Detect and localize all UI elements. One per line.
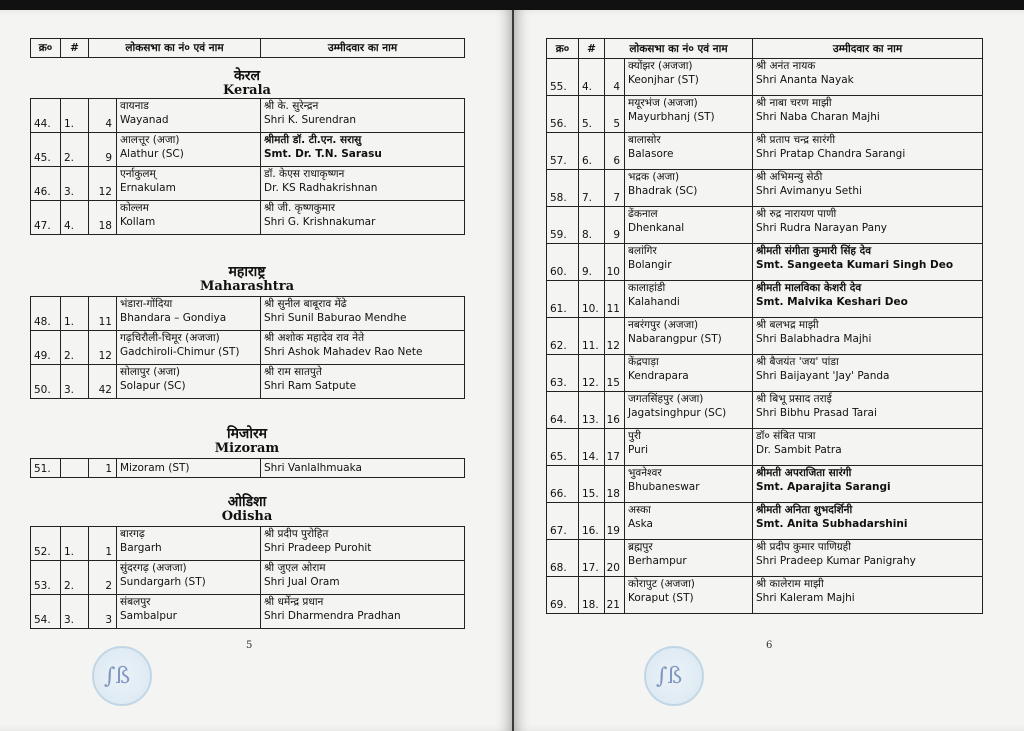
serial-cell: 63. <box>547 355 579 392</box>
constituency-name-hi: क्योंझर (अजजा) <box>628 60 693 72</box>
constituency-name-en: Bargarh <box>120 542 162 554</box>
serial-cell: 48. <box>31 297 61 331</box>
constituency-name-en: Aska <box>628 518 653 530</box>
constituency-name-hi: ढेंकनाल <box>628 208 658 220</box>
state-table <box>30 98 465 235</box>
candidate-name-hi: श्री अनंत नायक <box>756 60 816 72</box>
candidate-name-en: Dr. KS Radhakrishnan <box>264 182 378 194</box>
official-stamp <box>92 646 152 706</box>
serial-cell: 66. <box>547 466 579 503</box>
state-num-cell: 5. <box>579 96 605 133</box>
constituency-number: 6 <box>605 133 625 169</box>
constituency-name-hi: पुरी <box>628 430 641 442</box>
constituency-number: 9 <box>605 207 625 243</box>
constituency-cell <box>89 133 261 167</box>
table-row <box>547 281 983 318</box>
table-row <box>547 540 983 577</box>
constituency-number: 12 <box>89 167 117 200</box>
left-header-table <box>30 38 465 58</box>
candidate-cell <box>753 133 983 170</box>
constituency-name-hi: अस्का <box>628 504 651 516</box>
state-num-cell: 3. <box>61 167 89 201</box>
constituency-cell <box>605 170 753 207</box>
state-num-cell: 9. <box>579 244 605 281</box>
constituency-number: 5 <box>605 96 625 132</box>
state-num-cell: 2. <box>61 561 89 595</box>
page-left <box>0 10 512 731</box>
constituency-cell <box>605 59 753 96</box>
constituency-name-en: Kalahandi <box>628 296 680 308</box>
candidate-name-en: Smt. Malvika Keshari Deo <box>756 296 908 308</box>
candidate-cell <box>261 527 465 561</box>
constituency-name-en: Bhandara – Gondiya <box>120 312 227 324</box>
table-row <box>547 244 983 281</box>
candidate-cell <box>753 207 983 244</box>
top-scan-border <box>0 0 1024 10</box>
candidate-cell <box>261 331 465 365</box>
state-num-cell: 4. <box>579 59 605 96</box>
constituency-number: 1 <box>89 459 117 477</box>
serial-cell: 62. <box>547 318 579 355</box>
state-title-en: Kerala <box>223 83 271 98</box>
constituency-number: 7 <box>605 170 625 206</box>
candidate-cell <box>753 540 983 577</box>
constituency-cell <box>89 297 261 331</box>
constituency-name-en: Jagatsinghpur (SC) <box>628 407 727 419</box>
table-row <box>547 392 983 429</box>
table-row <box>31 365 465 399</box>
constituency-name-hi: कोरापुट (अजजा) <box>628 578 695 590</box>
constituency-number: 10 <box>605 244 625 280</box>
candidate-name-hi: डॉ. केएस राधाकृष्णन <box>264 168 345 180</box>
constituency-name-en: Solapur (SC) <box>120 380 186 392</box>
serial-cell: 68. <box>547 540 579 577</box>
constituency-number: 12 <box>89 331 117 364</box>
candidate-name-en: Shri Pradeep Purohit <box>264 542 372 554</box>
candidate-name-en: Smt. Aparajita Sarangi <box>756 481 891 493</box>
serial-cell: 67. <box>547 503 579 540</box>
constituency-number: 17 <box>605 429 625 465</box>
candidate-name-hi: श्री प्रदीप पुरोहित <box>264 528 329 540</box>
table-row <box>31 201 465 235</box>
constituency-cell <box>605 355 753 392</box>
table-row <box>547 207 983 244</box>
constituency-name-en: Gadchiroli-Chimur (ST) <box>120 346 240 358</box>
state-num-cell: 18. <box>579 577 605 614</box>
state-num-cell: 11. <box>579 318 605 355</box>
constituency-number: 20 <box>605 540 625 576</box>
candidate-name-en: Shri Avimanyu Sethi <box>756 185 862 197</box>
page-number-left: 5 <box>246 640 253 651</box>
header-serial: क्र० <box>31 39 61 58</box>
constituency-number: 16 <box>605 392 625 428</box>
state-title-hi: महाराष्ट्र <box>228 264 266 280</box>
candidate-name-hi: श्री बलभद्र माझी <box>756 319 819 331</box>
constituency-name-hi: ब्रह्मपुर <box>628 541 653 553</box>
table-row <box>31 527 465 561</box>
candidate-cell <box>261 365 465 399</box>
candidate-cell <box>753 392 983 429</box>
constituency-name-en: Koraput (ST) <box>628 592 694 604</box>
header-candidate: उम्मीदवार का नाम <box>753 39 983 59</box>
candidate-name-hi: श्री बैजयंत 'जय' पांडा <box>756 356 839 368</box>
constituency-cell <box>89 331 261 365</box>
constituency-name-hi: बलांगिर <box>628 245 657 257</box>
constituency-name-hi: नबरंगपुर (अजजा) <box>628 319 699 331</box>
constituency-name-en: Dhenkanal <box>628 222 685 234</box>
candidate-name-hi: श्री जुएल ओराम <box>264 562 326 574</box>
candidate-name-en: Shri Pratap Chandra Sarangi <box>756 148 906 160</box>
candidate-name-hi: श्री रुद्र नारायण पाणी <box>756 208 837 220</box>
candidate-name-hi: श्री अशोक महादेव राव नेते <box>264 332 365 344</box>
state-num-cell: 6. <box>579 133 605 170</box>
constituency-number: 11 <box>605 281 625 317</box>
candidate-name-en: Shri Ananta Nayak <box>756 74 854 86</box>
official-stamp <box>644 646 704 706</box>
constituency-name-en: Bolangir <box>628 259 672 271</box>
candidate-name-hi: श्री प्रदीप कुमार पाणिग्रही <box>756 541 851 553</box>
candidate-name-en: Shri Rudra Narayan Pany <box>756 222 887 234</box>
constituency-name-en: Mayurbhanj (ST) <box>628 111 715 123</box>
candidate-cell <box>753 96 983 133</box>
candidate-name-hi: श्री के. सुरेन्द्रन <box>264 100 319 112</box>
table-row <box>547 318 983 355</box>
state-title-en: Maharashtra <box>199 279 294 294</box>
serial-cell: 58. <box>547 170 579 207</box>
constituency-name-hi: संबलपुर <box>120 596 151 608</box>
candidate-cell <box>261 99 465 133</box>
state-num-cell: 1. <box>61 527 89 561</box>
state-table <box>30 458 465 478</box>
candidate-name-en: Shri Kaleram Majhi <box>756 592 855 604</box>
table-row <box>547 429 983 466</box>
state-num-cell: 17. <box>579 540 605 577</box>
constituency-name-en: Wayanad <box>120 114 169 126</box>
candidate-name-en: Shri Jual Oram <box>264 576 340 588</box>
candidate-name-hi: श्री धर्मेन्द्र प्रधान <box>264 596 324 608</box>
constituency-name-en: Alathur (SC) <box>120 148 184 160</box>
constituency-cell <box>89 167 261 201</box>
constituency-cell <box>89 201 261 235</box>
constituency-name-hi: बालासोर <box>628 134 661 146</box>
header-row <box>547 39 983 59</box>
state-num-cell: 13. <box>579 392 605 429</box>
candidate-name-en: Shri K. Surendran <box>264 114 357 126</box>
constituency-name-hi: बारगढ़ <box>120 528 145 540</box>
constituency-cell <box>89 595 261 629</box>
serial-cell: 52. <box>31 527 61 561</box>
constituency-number: 21 <box>605 577 625 613</box>
constituency-name-hi: भुवनेश्वर <box>628 467 662 479</box>
candidate-cell <box>261 459 465 478</box>
constituency-cell <box>605 133 753 170</box>
state-num-cell: 2. <box>61 331 89 365</box>
constituency-number: 18 <box>89 201 117 234</box>
table-row <box>31 331 465 365</box>
constituency-name-en: Bhubaneswar <box>628 481 700 493</box>
candidate-name-en: Shri Naba Charan Majhi <box>756 111 880 123</box>
table-row <box>547 133 983 170</box>
serial-cell: 60. <box>547 244 579 281</box>
right-table <box>546 38 983 614</box>
constituency-name-en: Mizoram (ST) <box>120 462 190 474</box>
constituency-cell <box>605 318 753 355</box>
state-num-cell: 4. <box>61 201 89 235</box>
constituency-name-hi: सोलापुर (अजा) <box>120 366 180 378</box>
candidate-cell <box>753 503 983 540</box>
signature: ∫ß <box>656 664 683 689</box>
candidate-name-en: Shri Pradeep Kumar Panigrahy <box>756 555 916 567</box>
header-num: # <box>61 39 89 58</box>
table-row <box>31 561 465 595</box>
candidate-name-en: Shri Sunil Baburao Mendhe <box>264 312 407 324</box>
header-serial: क्र० <box>547 39 579 59</box>
constituency-name-en: Balasore <box>628 148 674 160</box>
candidate-name-en: Shri G. Krishnakumar <box>264 216 376 228</box>
constituency-cell <box>605 96 753 133</box>
candidate-name-en: Smt. Dr. T.N. Sarasu <box>264 148 382 160</box>
candidate-cell <box>753 59 983 96</box>
header-num: # <box>579 39 605 59</box>
constituency-name-en: Kendrapara <box>628 370 689 382</box>
candidate-name-hi: श्री जी. कृष्णकुमार <box>264 202 336 214</box>
constituency-name-hi: गढ़चिरौली-चिमूर (अजजा) <box>120 332 220 344</box>
candidate-cell <box>261 167 465 201</box>
table-row <box>547 503 983 540</box>
constituency-cell <box>605 466 753 503</box>
candidate-name-hi: श्रीमती अनिता शुभदर्शिनी <box>756 504 853 516</box>
serial-cell: 45. <box>31 133 61 167</box>
table-row <box>547 355 983 392</box>
candidate-cell <box>261 561 465 595</box>
state-num-cell: 10. <box>579 281 605 318</box>
constituency-name-en: Puri <box>628 444 649 456</box>
candidate-name-en: Shri Dharmendra Pradhan <box>264 610 401 622</box>
state-num-cell: 12. <box>579 355 605 392</box>
constituency-name-hi: सुंदरगढ़ (अजजा) <box>120 562 187 574</box>
candidate-name-en: Shri Bibhu Prasad Tarai <box>756 407 877 419</box>
serial-cell: 64. <box>547 392 579 429</box>
constituency-number: 42 <box>89 365 117 398</box>
candidate-name-hi: श्री सुनील बाबूराव मेंढे <box>264 298 347 310</box>
state-num-cell <box>61 459 89 478</box>
constituency-cell <box>605 281 753 318</box>
candidate-name-hi: श्रीमती डॉ. टी.एन. सरासु <box>264 134 362 146</box>
table-row <box>31 133 465 167</box>
header-candidate: उम्मीदवार का नाम <box>261 39 465 58</box>
candidate-name-hi: श्री नाबा चरण माझी <box>756 97 832 109</box>
state-table <box>30 526 465 629</box>
serial-cell: 69. <box>547 577 579 614</box>
constituency-name-hi: भंडारा-गोंदिया <box>120 298 173 310</box>
constituency-cell <box>605 429 753 466</box>
constituency-name-en: Nabarangpur (ST) <box>628 333 722 345</box>
constituency-name-hi: कोल्लम <box>120 202 149 214</box>
serial-cell: 49. <box>31 331 61 365</box>
constituency-name-en: Berhampur <box>628 555 687 567</box>
state-num-cell: 14. <box>579 429 605 466</box>
candidate-cell <box>261 201 465 235</box>
constituency-cell <box>89 561 261 595</box>
constituency-cell <box>89 365 261 399</box>
serial-cell: 55. <box>547 59 579 96</box>
table-row <box>547 59 983 96</box>
candidate-name-en: Smt. Anita Subhadarshini <box>756 518 908 530</box>
constituency-number: 4 <box>89 99 117 132</box>
candidate-name-hi: श्री अभिमन्यु सेठी <box>756 171 823 183</box>
state-title-en: Odisha <box>221 509 273 524</box>
serial-cell: 47. <box>31 201 61 235</box>
page-right <box>514 10 1024 731</box>
constituency-name-hi: एर्नाकुलम् <box>120 168 156 180</box>
candidate-name-en: Shri Ashok Mahadev Rao Nete <box>264 346 423 358</box>
candidate-name-hi: श्री राम सातपुते <box>264 366 322 378</box>
constituency-name-en: Sundargarh (ST) <box>120 576 206 588</box>
constituency-number: 15 <box>605 355 625 391</box>
state-title-hi: मिजोरम <box>226 426 268 442</box>
candidate-cell <box>753 244 983 281</box>
header-constituency: लोकसभा का नं० एवं नाम <box>89 39 261 58</box>
candidate-name-hi: श्रीमती संगीता कुमारी सिंह देव <box>756 245 872 257</box>
candidate-cell <box>753 170 983 207</box>
serial-cell: 44. <box>31 99 61 133</box>
state-num-cell: 1. <box>61 99 89 133</box>
signature: ∫ß <box>104 664 131 689</box>
constituency-cell <box>605 540 753 577</box>
candidate-cell <box>753 281 983 318</box>
candidate-name-en: Shri Balabhadra Majhi <box>756 333 872 345</box>
candidate-cell <box>753 466 983 503</box>
state-num-cell: 15. <box>579 466 605 503</box>
state-title-hi: केरल <box>234 68 260 84</box>
candidate-name-hi: डॉ० संबित पात्रा <box>756 430 816 442</box>
constituency-cell <box>89 459 261 478</box>
candidate-name-en: Smt. Sangeeta Kumari Singh Deo <box>756 259 954 271</box>
constituency-name-hi: मयूरभंज (अजजा) <box>628 97 698 109</box>
candidate-cell <box>753 355 983 392</box>
table-row <box>31 167 465 201</box>
candidate-cell <box>261 133 465 167</box>
constituency-name-hi: जगतसिंहपुर (अजा) <box>628 393 704 405</box>
page-number-right: 6 <box>766 640 773 651</box>
candidate-name-en: Shri Baijayant 'Jay' Panda <box>756 370 890 382</box>
serial-cell: 46. <box>31 167 61 201</box>
state-table <box>30 296 465 399</box>
state-title-hi: ओडिशा <box>227 494 267 510</box>
candidate-cell <box>261 595 465 629</box>
constituency-number: 12 <box>605 318 625 354</box>
constituency-cell <box>605 244 753 281</box>
table-row <box>31 595 465 629</box>
constituency-cell <box>605 392 753 429</box>
serial-cell: 54. <box>31 595 61 629</box>
state-num-cell: 7. <box>579 170 605 207</box>
candidate-name-hi: श्री प्रताप चन्द्र सारंगी <box>756 134 836 146</box>
candidate-name-en: Dr. Sambit Patra <box>756 444 842 456</box>
table-row <box>31 99 465 133</box>
constituency-cell <box>605 577 753 614</box>
table-row <box>547 466 983 503</box>
serial-cell: 57. <box>547 133 579 170</box>
candidate-name-hi: श्रीमती अपराजिता सारंगी <box>756 467 852 479</box>
constituency-cell <box>605 503 753 540</box>
serial-cell: 50. <box>31 365 61 399</box>
state-num-cell: 2. <box>61 133 89 167</box>
serial-cell: 53. <box>31 561 61 595</box>
serial-cell: 56. <box>547 96 579 133</box>
constituency-number: 18 <box>605 466 625 502</box>
constituency-name-en: Bhadrak (SC) <box>628 185 698 197</box>
candidate-cell <box>753 318 983 355</box>
candidate-cell <box>753 429 983 466</box>
constituency-number: 1 <box>89 527 117 560</box>
serial-cell: 59. <box>547 207 579 244</box>
candidate-name-en: Shri Vanlalhmuaka <box>264 462 362 474</box>
constituency-name-hi: वायनाड <box>120 100 149 112</box>
candidate-name-hi: श्री बिभू प्रसाद तराई <box>756 393 832 405</box>
state-num-cell: 8. <box>579 207 605 244</box>
constituency-cell <box>89 527 261 561</box>
constituency-name-hi: आलत्तूर (अजा) <box>120 134 180 146</box>
state-num-cell: 3. <box>61 595 89 629</box>
constituency-name-hi: भद्रक (अजा) <box>628 171 680 183</box>
candidate-name-hi: श्रीमती मालविका केशरी देव <box>756 282 862 294</box>
table-row <box>547 96 983 133</box>
candidate-cell <box>261 297 465 331</box>
constituency-number: 3 <box>89 595 117 628</box>
header-row <box>31 39 465 58</box>
constituency-number: 11 <box>89 297 117 330</box>
constituency-number: 9 <box>89 133 117 166</box>
candidate-cell <box>753 577 983 614</box>
state-num-cell: 1. <box>61 297 89 331</box>
serial-cell: 61. <box>547 281 579 318</box>
constituency-name-en: Sambalpur <box>120 610 177 622</box>
state-num-cell: 3. <box>61 365 89 399</box>
constituency-name-hi: केंद्रपाड़ा <box>628 356 659 368</box>
constituency-number: 4 <box>605 59 625 95</box>
candidate-name-hi: श्री कालेराम माझी <box>756 578 824 590</box>
constituency-name-en: Keonjhar (ST) <box>628 74 699 86</box>
constituency-number: 19 <box>605 503 625 539</box>
serial-cell: 51. <box>31 459 61 478</box>
header-constituency: लोकसभा का नं० एवं नाम <box>605 39 753 59</box>
state-title-en: Mizoram <box>214 441 280 456</box>
constituency-number: 2 <box>89 561 117 594</box>
state-num-cell: 16. <box>579 503 605 540</box>
serial-cell: 65. <box>547 429 579 466</box>
candidate-name-en: Shri Ram Satpute <box>264 380 357 392</box>
table-row <box>547 577 983 614</box>
constituency-name-hi: कालाहांडी <box>628 282 666 294</box>
constituency-cell <box>89 99 261 133</box>
constituency-name-en: Kollam <box>120 216 156 228</box>
table-row <box>31 297 465 331</box>
constituency-name-en: Ernakulam <box>120 182 176 194</box>
table-row <box>31 459 465 478</box>
table-row <box>547 170 983 207</box>
constituency-cell <box>605 207 753 244</box>
